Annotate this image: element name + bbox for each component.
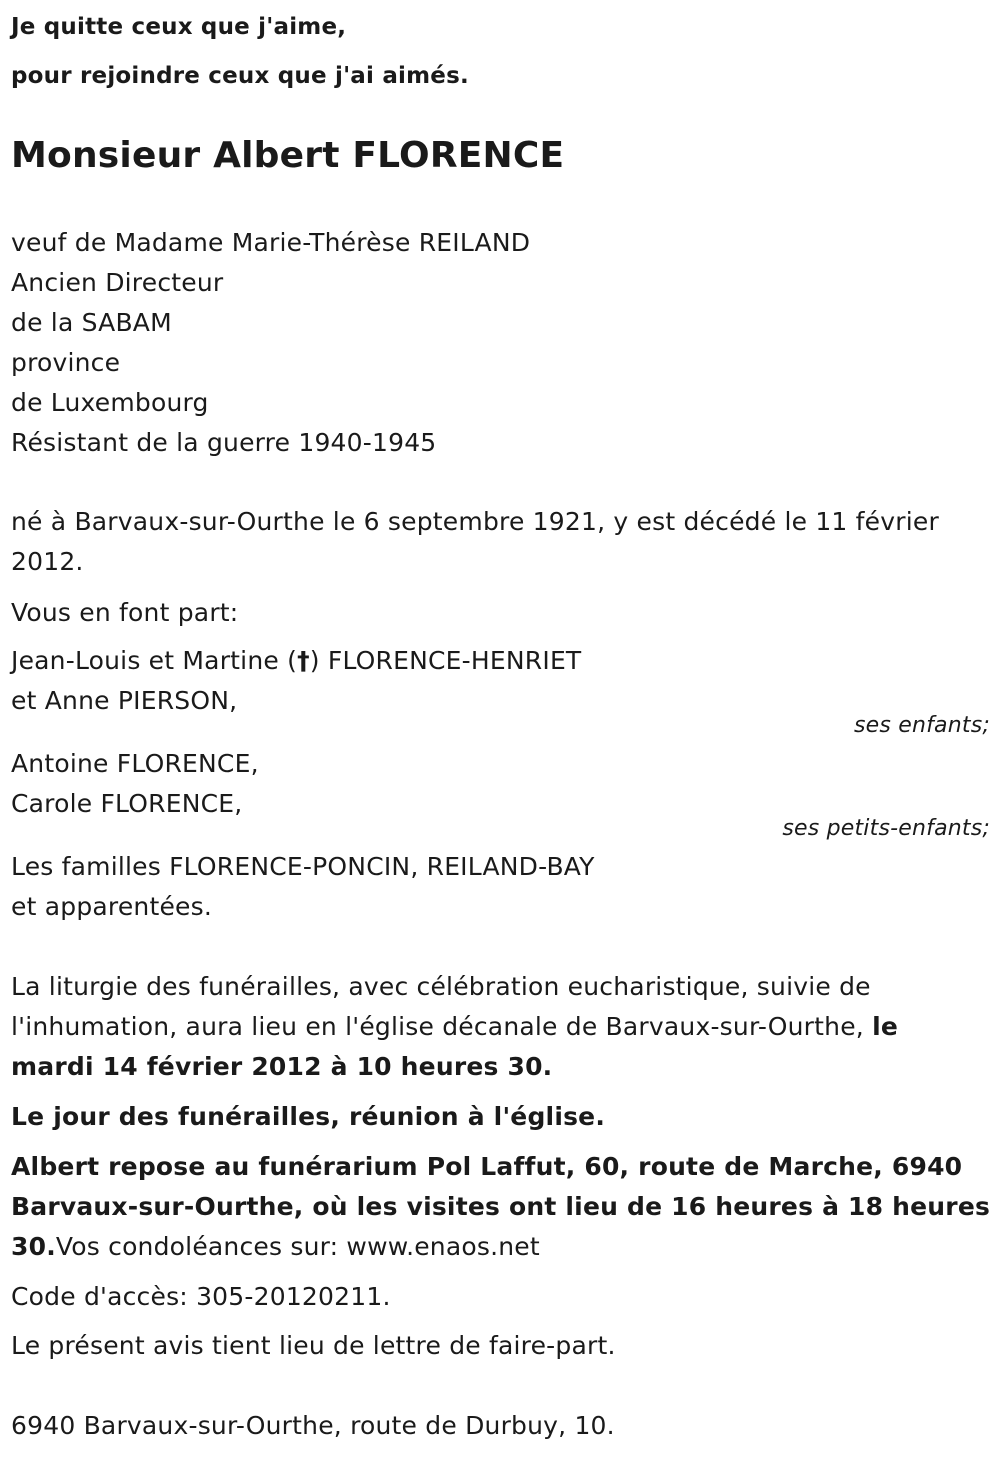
deceased-name: Monsieur Albert FLORENCE	[11, 135, 565, 176]
families-line-2: et apparentées.	[11, 892, 212, 921]
visit-end-time: 30.	[11, 1232, 56, 1261]
grandchild-line-2: Carole FLORENCE,	[11, 789, 243, 818]
families-line-1: Les familles FLORENCE-PONCIN, REILAND-BAY	[11, 852, 595, 881]
detail-province: province	[11, 348, 121, 377]
liturgy-date-start: le	[872, 1012, 899, 1041]
address: 6940 Barvaux-sur-Ourthe, route de Durbuy, 10.	[11, 1411, 615, 1440]
motto-line-2: pour rejoindre ceux que j'ai aimés.	[11, 63, 469, 89]
birth-death-line-2: 2012.	[11, 547, 84, 576]
announcement: Vous en font part:	[11, 598, 239, 627]
funerarium-line-3	[11, 1232, 540, 1262]
children-line-1	[11, 646, 581, 676]
detail-position: Ancien Directeur	[11, 268, 224, 297]
condolences-text: Vos condoléances sur: www.enaos.net	[55, 1232, 540, 1261]
funerarium-line-2: Barvaux-sur-Ourthe, où les visites ont lieu de 16 heures à 18 heures	[11, 1192, 991, 1221]
reunion-notice: Le jour des funérailles, réunion à l'église.	[11, 1102, 606, 1131]
children-names: Jean-Louis et Martine (	[11, 646, 298, 675]
liturgy-text: l'inhumation, aura lieu en l'église décanale de Barvaux-sur-Ourthe,	[11, 1012, 864, 1041]
faire-part-notice: Le présent avis tient lieu de lettre de faire-part.	[11, 1331, 616, 1360]
grandchild-line-1: Antoine FLORENCE,	[11, 749, 259, 778]
birth-death-line-1: né à Barvaux-sur-Ourthe le 6 septembre 1921, y est décédé le 11 février	[11, 507, 939, 536]
children-role: ses enfants;	[853, 713, 990, 738]
funerarium-line-1: Albert repose au funérarium Pol Laffut, 60, route de Marche, 6940	[11, 1152, 963, 1181]
children-surname: ) FLORENCE-HENRIET	[309, 646, 582, 675]
detail-resistance: Résistant de la guerre 1940-1945	[11, 428, 437, 457]
liturgy-date: mardi 14 février 2012 à 10 heures 30.	[11, 1052, 553, 1081]
liturgy-line-2	[11, 1012, 898, 1042]
access-code: Code d'accès: 305-20120211.	[11, 1282, 391, 1311]
detail-widower: veuf de Madame Marie-Thérèse REILAND	[11, 228, 531, 257]
children-line-2: et Anne PIERSON,	[11, 686, 238, 715]
detail-region: de Luxembourg	[11, 388, 209, 417]
grandchildren-role: ses petits-enfants;	[782, 816, 990, 841]
liturgy-line-1: La liturgie des funérailles, avec célébration eucharistique, suivie de	[11, 972, 871, 1001]
cross-icon: †	[297, 646, 310, 675]
detail-organization: de la SABAM	[11, 308, 172, 337]
motto-line-1: Je quitte ceux que j'aime,	[11, 14, 347, 40]
